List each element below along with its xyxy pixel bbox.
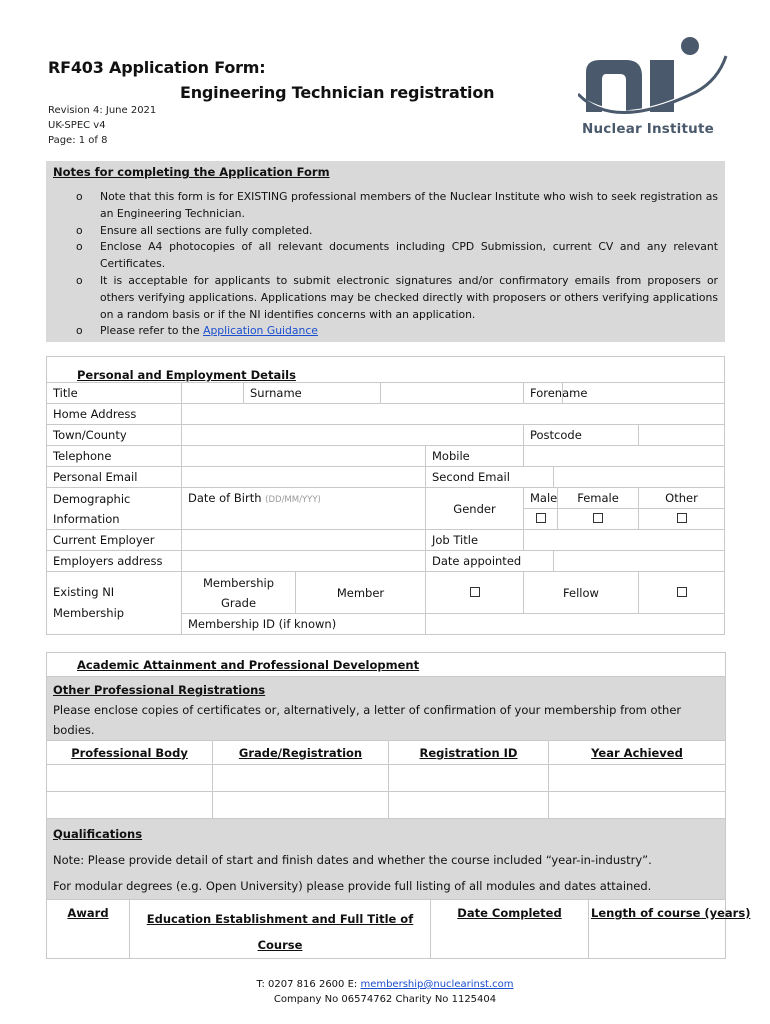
grade-registration-header: Grade/Registration bbox=[213, 741, 389, 765]
job-title-label: Job Title bbox=[426, 530, 524, 551]
professional-body-header: Professional Body bbox=[47, 741, 213, 765]
bullet-icon: o bbox=[76, 273, 83, 287]
home-address-label: Home Address bbox=[47, 404, 182, 425]
gender-label: Gender bbox=[426, 488, 524, 530]
male-label: Male bbox=[524, 488, 558, 509]
application-guidance-link[interactable]: Application Guidance bbox=[203, 324, 318, 338]
footer-contact: T: 0207 816 2600 E: membership@nuclearinst.com bbox=[256, 979, 514, 990]
notes-list bbox=[76, 189, 718, 340]
academic-section-heading: Academic Attainment and Professional Development bbox=[77, 657, 420, 672]
personal-email-label: Personal Email bbox=[47, 467, 182, 488]
revision-text: Revision 4: June 2021 bbox=[48, 105, 157, 116]
title-label: Title bbox=[47, 383, 182, 404]
current-employer-field[interactable] bbox=[182, 530, 426, 551]
existing-membership-label: Existing NI bbox=[53, 585, 115, 599]
bullet-icon: o bbox=[76, 223, 83, 237]
title-field[interactable] bbox=[182, 383, 244, 404]
personal-section-heading: Personal and Employment Details bbox=[77, 368, 296, 382]
telephone-field[interactable] bbox=[182, 446, 426, 467]
bullet-icon: o bbox=[76, 240, 83, 254]
spec-text: UK-SPEC v4 bbox=[48, 120, 106, 131]
form-subtitle: Engineering Technician registration bbox=[180, 83, 495, 102]
surname-field[interactable] bbox=[381, 383, 524, 404]
employers-address-label: Employers address bbox=[47, 551, 182, 572]
fellow-label: Fellow bbox=[524, 572, 639, 614]
list-item: o It is acceptable for applicants to submit electronic signatures and/or confirmatory emails from proposers or others verifying applications. Applications may be checked directly with proposers or others verifying applications on a random basis or if the NI identifies concerns with an application. bbox=[76, 273, 718, 321]
mobile-field[interactable] bbox=[524, 446, 725, 467]
award-header: Award bbox=[47, 900, 130, 959]
male-checkbox[interactable] bbox=[536, 513, 546, 523]
date-appointed-field[interactable] bbox=[554, 551, 725, 572]
town-county-field[interactable] bbox=[182, 425, 524, 446]
second-email-field[interactable] bbox=[554, 467, 725, 488]
town-county-label: Town/County bbox=[47, 425, 182, 446]
other-registrations-note: Please enclose copies of certificates or, alternatively, a letter of confirmation of your membership from other bodies. bbox=[53, 703, 682, 737]
notes-heading: Notes for completing the Application Form bbox=[53, 165, 330, 179]
other-registrations-heading: Other Professional Registrations bbox=[53, 683, 266, 697]
membership-id-field[interactable] bbox=[426, 614, 725, 635]
second-email-label: Second Email bbox=[426, 467, 554, 488]
dob-label: Date of Birth bbox=[188, 491, 262, 505]
home-address-field[interactable] bbox=[182, 404, 725, 425]
year-achieved-header: Year Achieved bbox=[549, 741, 726, 765]
member-label: Member bbox=[296, 572, 426, 614]
logo-text: Nuclear Institute bbox=[582, 121, 714, 137]
page-number: Page: 1 of 8 bbox=[48, 135, 108, 146]
dob-hint: (DD/MM/YYY) bbox=[265, 495, 321, 505]
list-item: o Note that this form is for EXISTING professional members of the Nuclear Institute who wish to seek registration as an Engineering Technician. bbox=[76, 190, 718, 220]
female-checkbox[interactable] bbox=[593, 513, 603, 523]
current-employer-label: Current Employer bbox=[47, 530, 182, 551]
personal-email-field[interactable] bbox=[182, 467, 426, 488]
mobile-label: Mobile bbox=[426, 446, 524, 467]
postcode-field[interactable] bbox=[639, 425, 725, 446]
membership-id-label: Membership ID (if known) bbox=[182, 614, 426, 635]
table-row bbox=[47, 792, 726, 819]
qualifications-note-2: For modular degrees (e.g. Open University) please provide full listing of all modules and dates attained. bbox=[53, 879, 652, 893]
membership-email-link[interactable]: membership@nuclearinst.com bbox=[360, 979, 514, 990]
list-item: o Ensure all sections are fully completed. bbox=[76, 223, 718, 240]
academic-table bbox=[46, 652, 751, 959]
date-completed-header: Date Completed bbox=[431, 900, 589, 959]
registration-id-header: Registration ID bbox=[389, 741, 549, 765]
qualifications-heading: Qualifications bbox=[53, 827, 143, 841]
bullet-icon: o bbox=[76, 190, 83, 203]
fellow-checkbox[interactable] bbox=[677, 587, 687, 597]
other-checkbox[interactable] bbox=[677, 513, 687, 523]
telephone-label: Telephone bbox=[47, 446, 182, 467]
demographic-label: Demographic bbox=[53, 491, 131, 506]
form-title: RF403 Application Form: bbox=[48, 58, 266, 77]
date-appointed-label: Date appointed bbox=[426, 551, 554, 572]
qualifications-note-1: Note: Please provide detail of start and finish dates and whether the course included “year-in-industry”. bbox=[53, 853, 652, 867]
surname-label: Surname bbox=[244, 383, 381, 404]
female-label: Female bbox=[558, 488, 639, 509]
personal-details-table: Personal and Employment Details Title Surname Forename Home Address Town/County Postcode Telephone Mobile Personal Email Second Email Demographic Information Date of Birth (DD/MM/YYY) Gender Male Female Other Current Employer Job Title Employers address Date appointed Existing NI Membership Membership Grade Member Fellow Membership ID (if known) bbox=[46, 356, 725, 635]
table-row bbox=[47, 765, 726, 792]
course-length-header: Length of course (years) bbox=[589, 900, 726, 959]
bullet-icon: o bbox=[76, 324, 83, 338]
postcode-label: Postcode bbox=[524, 425, 639, 446]
membership-grade-label: Membership bbox=[202, 575, 275, 590]
member-checkbox[interactable] bbox=[470, 587, 480, 597]
list-item: o Please refer to the Application Guidance bbox=[76, 323, 718, 340]
education-establishment-header: Education Establishment and Full Title of Course bbox=[130, 900, 431, 959]
notes-section bbox=[46, 161, 725, 342]
forename-label: Forename bbox=[524, 383, 563, 404]
footer-company: Company No 06574762 Charity No 1125404 bbox=[273, 994, 497, 1005]
list-item: o Enclose A4 photocopies of all relevant documents including CPD Submission, current CV and any relevant Certificates. bbox=[76, 240, 718, 271]
other-label: Other bbox=[639, 488, 725, 509]
employers-address-field[interactable] bbox=[182, 551, 426, 572]
job-title-field[interactable] bbox=[524, 530, 725, 551]
